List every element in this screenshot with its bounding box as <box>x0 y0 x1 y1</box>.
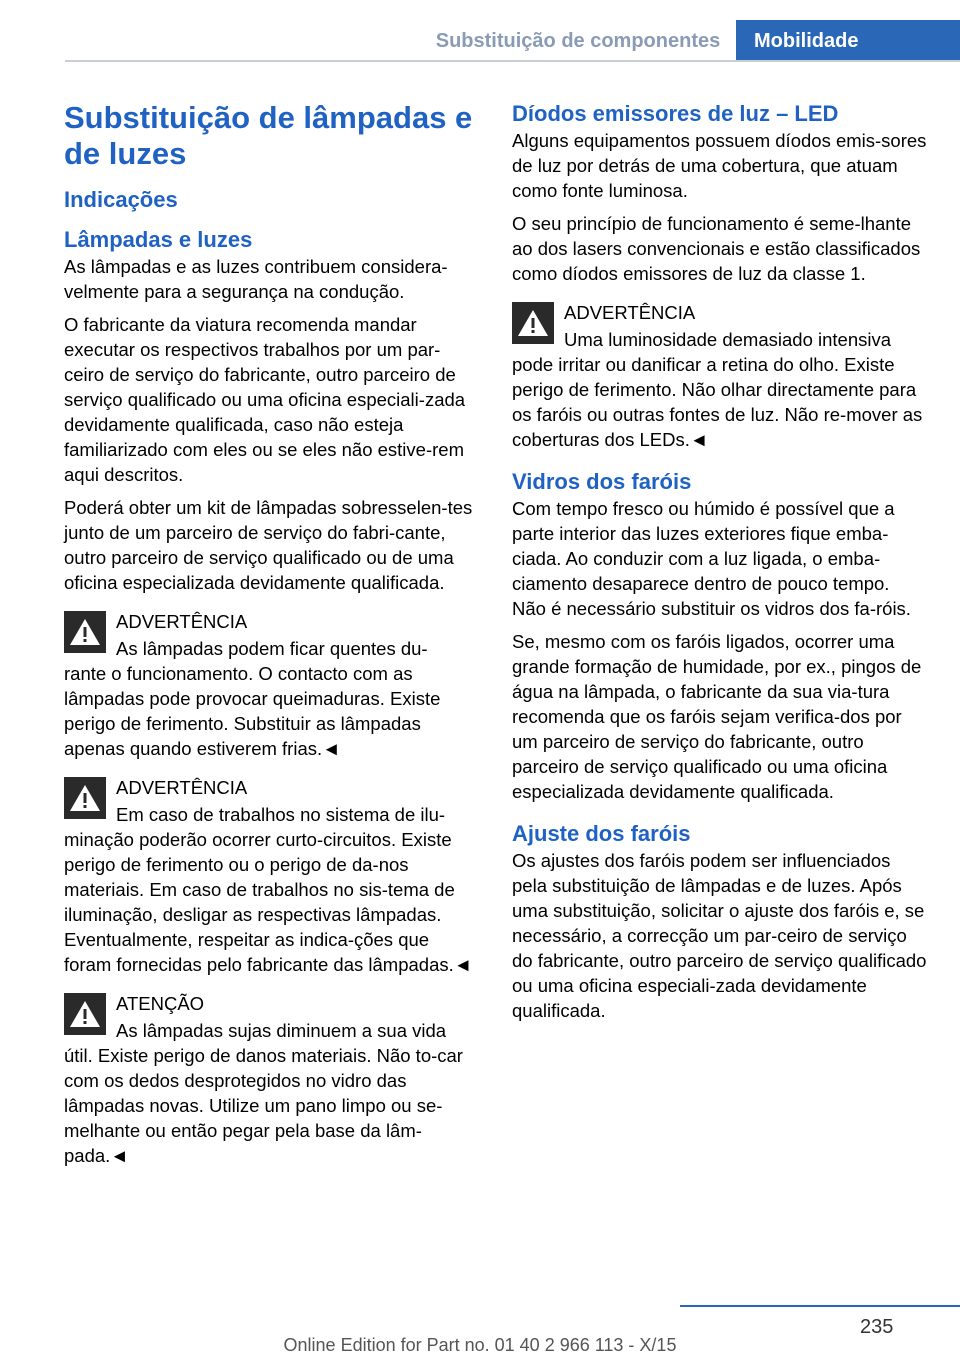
paragraph: Poderá obter um kit de lâmpadas sobresselen-tes junto de um parceiro de serviço do fabri-cante, outro parceiro de serviço qualificado ou de uma oficina especializada devidamente qualificada. <box>64 497 473 593</box>
warning-triangle-icon <box>512 302 554 344</box>
caution-text: útil. Existe perigo de danos materiais. Não to-car com os dedos desprotegidos no vidro das lâmpadas novas. Utilize um pano limpo ou se-melhante ou então pegar pela base da lâm-pada.◄ <box>64 1045 463 1166</box>
left-column <box>64 100 479 1176</box>
warning-text: pode irritar ou danificar a retina do olho. Existe perigo de ferimento. Não olhar directamente para os faróis ou outras fontes de luz. Não re-mover as coberturas dos LEDs.◄ <box>512 354 923 450</box>
warning-text: minação poderão ocorrer curto-circuitos. Existe perigo de ferimento ou o perigo de da-nos materiais. Em caso de trabalhos no sis-tema de iluminação, desligar as respectivas lâmpadas. Eventualmente, respeitar as indica-ções que foram fornecidas pelo fabricante das lâmpadas.◄ <box>64 829 473 975</box>
chapter-tab: Mobilidade <box>736 20 960 62</box>
warning-first-line: Uma luminosidade demasiado intensiva <box>564 329 892 350</box>
paragraph: As lâmpadas e as luzes contribuem considera-velmente para a segurança na condução. <box>64 256 448 302</box>
warning-title: ADVERTÊNCIA <box>116 777 248 798</box>
paragraph: Os ajustes dos faróis podem ser influenciados pela substituição de lâmpadas e de luzes. Após uma substituição, solicitar o ajuste dos faróis e, se necessário, a correcção um par-ceiro de serviço do fabricante, outro parceiro de serviço qualificado ou uma oficina especiali-zada devidamente qualificada. <box>512 850 927 1021</box>
paragraph: Alguns equipamentos possuem díodos emis-sores de luz por detrás de uma cobertura, que atuam como fonte luminosa. <box>512 130 927 201</box>
right-column <box>512 100 927 1031</box>
footer-rule <box>680 1305 960 1307</box>
warning-first-line: As lâmpadas podem ficar quentes du- <box>116 638 428 659</box>
paragraph: O fabricante da viatura recomenda mandar executar os respectivos trabalhos por um par-ceiro de serviço do fabricante, outro parceiro de serviço qualificado ou uma oficina especiali-zada devidamente qualificada, caso não esteja familiarizado com eles ou se eles não estive-rem aqui descritos. <box>64 314 466 485</box>
section-subtitle: Indicações <box>64 187 178 212</box>
warning-triangle-icon <box>64 611 106 653</box>
heading-headlight-adjust: Ajuste dos faróis <box>512 821 691 846</box>
warning-block <box>64 607 479 761</box>
page-header <box>0 0 960 62</box>
warning-block <box>512 298 927 452</box>
caution-first-line: As lâmpadas sujas diminuem a sua vida <box>116 1020 447 1041</box>
paragraph: Com tempo fresco ou húmido é possível que a parte interior das luzes exteriores fique emba-ciada. Ao conduzir com a luz ligada, o emba-ciamento desaparece dentro de pouco tempo. Não é necessário substituir os vidros dos fa-róis. <box>512 498 911 619</box>
heading-headlight-glass: Vidros dos faróis <box>512 469 692 494</box>
warning-title: ADVERTÊNCIA <box>116 611 248 632</box>
edition-note: Online Edition for Part no. 01 40 2 966 113 - X/15 <box>283 1335 677 1355</box>
warning-text: rante o funcionamento. O contacto com as lâmpadas pode provocar queimaduras. Existe perigo de ferimento. Substituir as lâmpadas apenas quando estiverem frias.◄ <box>64 663 441 759</box>
warning-first-line: Em caso de trabalhos no sistema de ilu- <box>116 804 446 825</box>
heading-lamps: Lâmpadas e luzes <box>64 227 253 252</box>
warning-block <box>64 773 479 977</box>
warning-title: ADVERTÊNCIA <box>564 302 696 323</box>
caution-block <box>64 989 479 1168</box>
paragraph: O seu princípio de funcionamento é seme-lhante ao dos lasers convencionais e estão classificados como díodos emissores de luz da classe 1. <box>512 213 921 284</box>
warning-triangle-icon <box>64 993 106 1035</box>
page-number: 235 <box>860 1316 894 1338</box>
section-tab: Substituição de componentes <box>435 30 721 52</box>
page-title: Substituição de lâmpadas e de luzes <box>64 100 473 171</box>
paragraph: Se, mesmo com os faróis ligados, ocorrer uma grande formação de humidade, por ex., pingos de água na lâmpada, o fabricante da sua via-tura recomenda que os faróis sejam verifica-dos por um parceiro de serviço do fabricante, outro parceiro de serviço qualificado ou uma oficina especializada devidamente qualificada. <box>512 631 922 802</box>
caution-title: ATENÇÃO <box>116 993 205 1014</box>
heading-led: Díodos emissores de luz – LED <box>512 101 839 126</box>
warning-triangle-icon <box>64 777 106 819</box>
header-rule <box>65 60 960 62</box>
